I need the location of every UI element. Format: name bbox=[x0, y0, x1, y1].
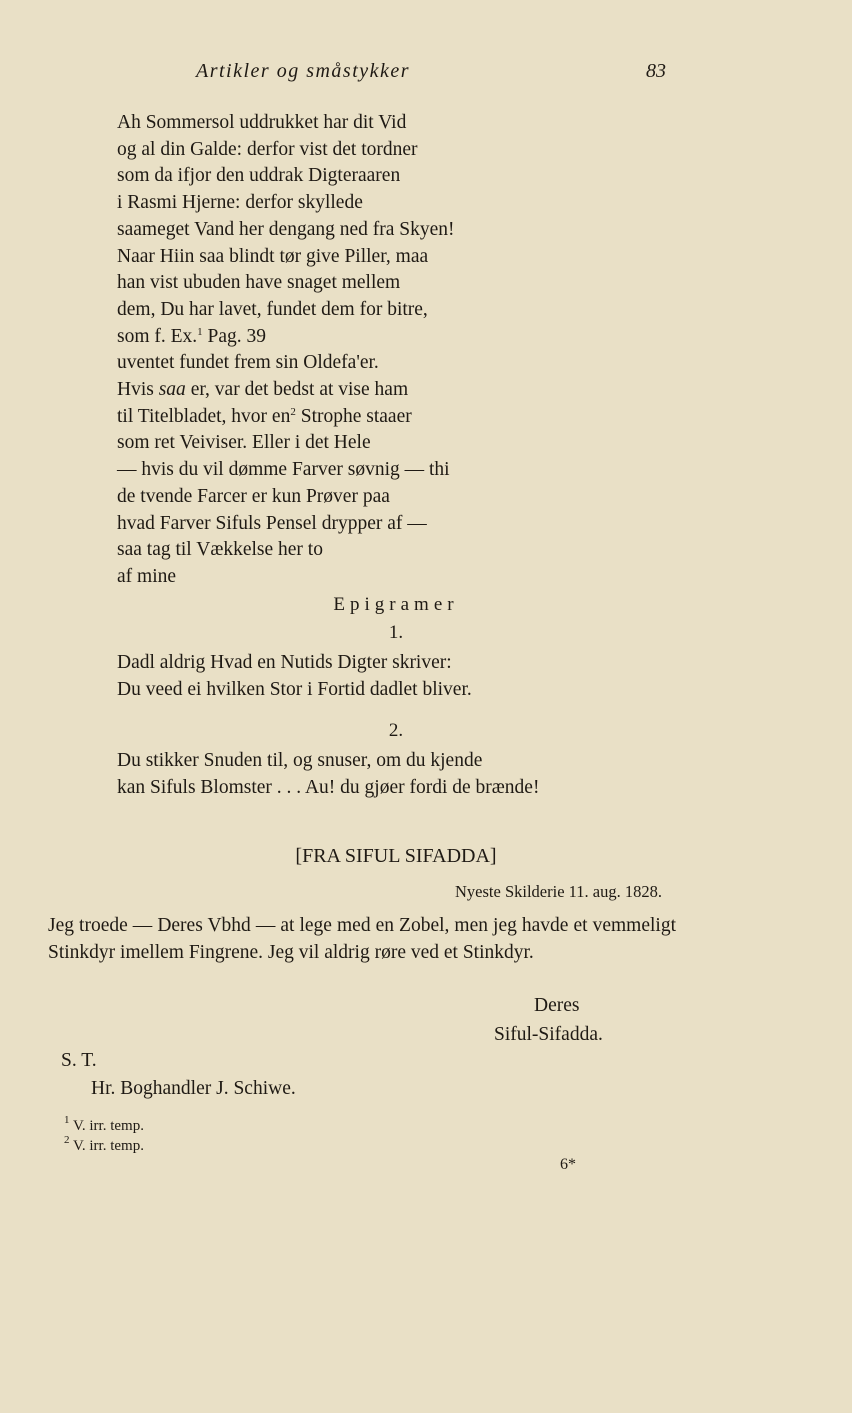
addressee: Hr. Boghandler J. Schiwe. bbox=[91, 1078, 296, 1099]
epigram-1 bbox=[117, 650, 472, 703]
footnote-1 bbox=[64, 1114, 144, 1135]
footnote-text: V. irr. temp. bbox=[69, 1118, 144, 1134]
poem-line bbox=[117, 324, 677, 351]
poem-line: som ret Veiviser. Eller i det Hele bbox=[117, 432, 371, 454]
poem-line-tail: Pag. 39 bbox=[202, 325, 267, 347]
footnote-mark: 2 bbox=[64, 1134, 70, 1146]
body-paragraph: Jeg troede — Deres Vbhd — at lege med en Zobel, men jeg havde et vemmeligt Stinkdyr imellem Fingrene. Jeg vil aldrig røre ved et Stinkdyr. bbox=[48, 915, 676, 963]
poem-line: saa tag til Vækkelse her to bbox=[117, 539, 323, 561]
poem-line: Naar Hiin saa blindt tør give Piller, maa bbox=[117, 245, 429, 267]
poem-line: og al din Galde: derfor vist det tordner bbox=[117, 138, 418, 160]
signature: Siful-Sifadda. bbox=[494, 1024, 603, 1045]
poem-line: — hvis du vil dømme Farver søvnig — thi bbox=[117, 459, 450, 481]
poem-block bbox=[117, 110, 677, 591]
footnote-mark: 1 bbox=[64, 1114, 70, 1126]
poem-line: de tvende Farcer er kun Prøver paa bbox=[117, 485, 390, 507]
epigram-number-1: 1. bbox=[388, 622, 404, 643]
poem-line-text: til Titelbladet, hvor en bbox=[117, 405, 291, 427]
poem-line: dem, Du har lavet, fundet dem for bitre, bbox=[117, 298, 428, 320]
poem-line-text: som f. Ex. bbox=[117, 325, 198, 347]
printer-signature-mark: 6* bbox=[560, 1156, 576, 1173]
poem-line: han vist ubuden have snaget mellem bbox=[117, 272, 401, 294]
poem-line: saameget Vand her dengang ned fra Skyen! bbox=[117, 218, 455, 240]
footnote-ref: 1 bbox=[197, 325, 203, 338]
poem-line-tail: er, var det bedst at vise ham bbox=[185, 379, 409, 401]
epigram-number-2: 2. bbox=[388, 720, 404, 741]
poem-line: hvad Farver Sifuls Pensel drypper af — bbox=[117, 512, 427, 534]
footnote-2 bbox=[64, 1134, 144, 1155]
page-number: 83 bbox=[646, 60, 666, 82]
poem-line: af mine bbox=[117, 565, 177, 587]
poem-line bbox=[117, 377, 677, 404]
closing: Deres bbox=[534, 995, 580, 1016]
epigram-line: Du veed ei hvilken Stor i Fortid dadlet bliver. bbox=[117, 678, 472, 700]
poem-line bbox=[117, 404, 677, 431]
epigram-line: Dadl aldrig Hvad en Nutids Digter skriver: bbox=[117, 652, 452, 673]
section-source: Nyeste Skilderie 11. aug. 1828. bbox=[455, 882, 662, 901]
epigram-2 bbox=[117, 748, 539, 801]
emphasis-word: saa bbox=[158, 379, 186, 401]
poem-line: i Rasmi Hjerne: derfor skyllede bbox=[117, 192, 363, 214]
poem-line-tail: Strophe staaer bbox=[295, 405, 412, 427]
section-title: [FRA SIFUL SIFADDA] bbox=[295, 845, 497, 867]
poem-line-text: Hvis bbox=[117, 379, 159, 401]
running-header-title: Artikler og småstykker bbox=[196, 60, 411, 82]
salutation: S. T. bbox=[61, 1050, 97, 1071]
poem-line: Ah Sommersol uddrukket har dit Vid bbox=[117, 112, 407, 133]
poem-line: som da ifjor den uddrak Digteraaren bbox=[117, 165, 401, 187]
epigram-line: Du stikker Snuden til, og snuser, om du kjende bbox=[117, 750, 483, 771]
epigram-line: kan Sifuls Blomster . . . Au! du gjøer fordi de brænde! bbox=[117, 776, 540, 798]
footnote-text: V. irr. temp. bbox=[69, 1138, 144, 1154]
poem-line: uventet fundet frem sin Oldefa'er. bbox=[117, 352, 379, 374]
footnote-ref: 2 bbox=[290, 405, 296, 418]
epigrams-heading: Epigramer bbox=[333, 594, 459, 615]
